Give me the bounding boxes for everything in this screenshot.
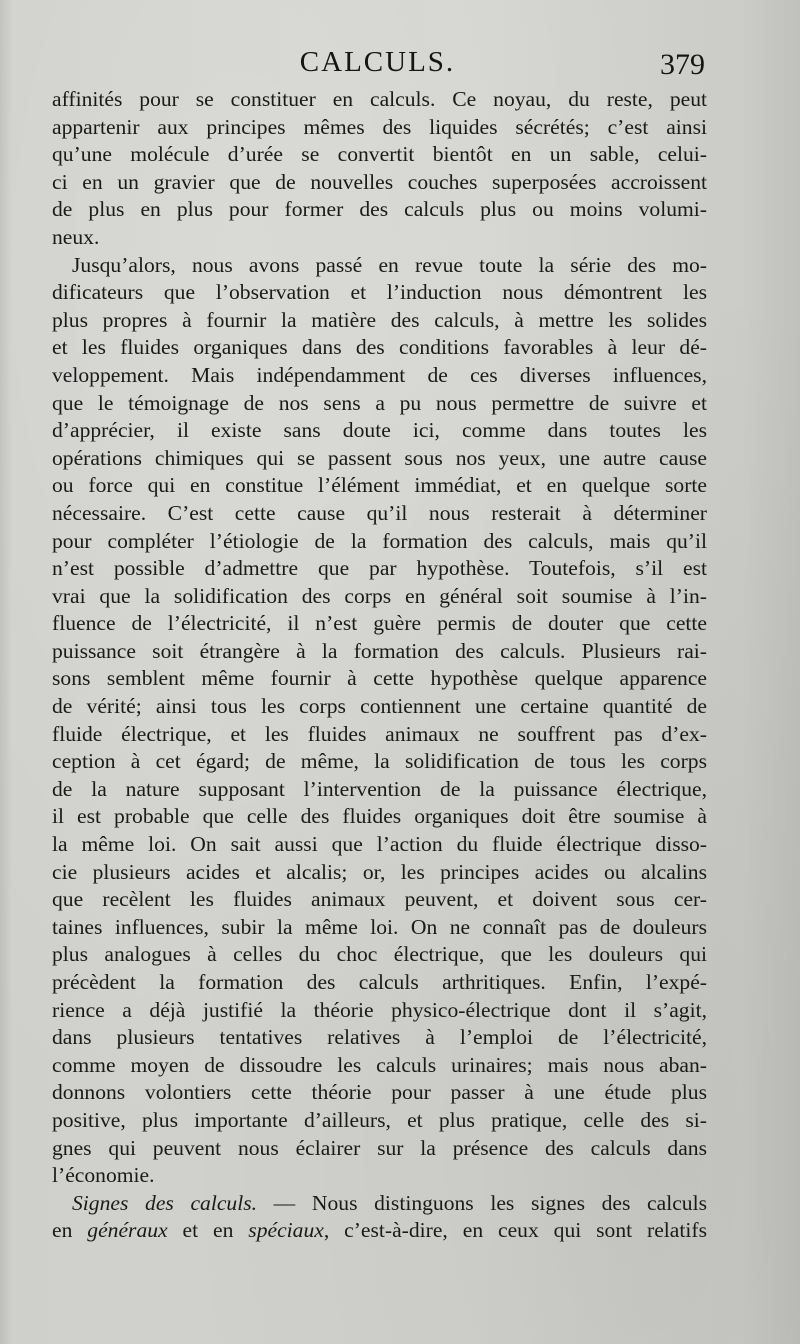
text-line: affinités pour se constituer en calculs. Ce noyau, du reste, peut: [52, 87, 707, 111]
section-heading-rest: — Nous distinguons les signes des calculs: [257, 1190, 707, 1215]
text-line: positive, plus importante d’ailleurs, et plus pratique, celle des si-: [52, 1107, 707, 1132]
text-line: rience a déjà justifié la théorie physico-électrique dont il s’agit,: [52, 997, 707, 1022]
text-line: plus analogues à celles du choc électrique, que les douleurs qui: [52, 942, 707, 967]
text-line: qu’une molécule d’urée se convertit bientôt en un sable, celui-: [52, 142, 707, 167]
text-line: fluence de l’électricité, il n’est guère permis de douter que cette: [52, 611, 707, 636]
text-line: plus propres à fournir la matière des calculs, à mettre les solides: [52, 307, 707, 332]
text-line: sons semblent même fournir à cette hypothèse quelque apparence: [52, 666, 707, 691]
text-line: neux.: [52, 224, 100, 249]
text-line: précèdent la formation des calculs arthritiques. Enfin, l’expé-: [52, 970, 707, 994]
text-line: cie plusieurs acides et alcalis; or, les principes acides ou alcalins: [52, 859, 707, 884]
text-line: [52, 1217, 707, 1245]
page-number: 379: [660, 48, 705, 81]
text-line: gnes qui peuvent nous éclairer sur la présence des calculs dans: [52, 1135, 707, 1160]
text-line: pour compléter l’étiologie de la formation des calculs, mais qu’il: [52, 528, 707, 553]
page-header: [50, 46, 705, 86]
text-line: d’apprécier, il existe sans doute ici, comme dans toutes les: [52, 418, 707, 443]
body-text: [52, 86, 707, 1245]
text-line: dans plusieurs tentatives relatives à l’emploi de l’électricité,: [52, 1025, 707, 1050]
text-line: de vérité; ainsi tous les corps contiennent une certaine quantité de: [52, 694, 707, 719]
running-title: CALCULS.: [299, 46, 456, 78]
text-line: taines influences, subir la même loi. On ne connaît pas de douleurs: [52, 914, 707, 939]
text-line: l’économie.: [52, 1163, 155, 1188]
text-line: de la nature supposant l’intervention de la puissance électrique,: [52, 776, 707, 801]
text-line: il est probable que celle des fluides organiques doit être soumise à: [52, 804, 707, 829]
text-line: dificateurs que l’observation et l’induction nous démontrent les: [52, 280, 707, 305]
page-shadow: [740, 0, 800, 1344]
text-fragment: et en: [167, 1218, 249, 1243]
section-heading: Signes des calculs.: [72, 1190, 258, 1215]
text-fragment: , c’est-à-dire, en ceux qui sont relatifs: [323, 1218, 707, 1243]
text-line: ci en un gravier que de nouvelles couches superposées accroissent: [52, 169, 707, 194]
text-line: opérations chimiques qui se passent sous nos yeux, une autre cause: [52, 445, 707, 470]
text-line: comme moyen de dissoudre les calculs urinaires; mais nous aban-: [52, 1052, 707, 1077]
text-line: fluide électrique, et les fluides animaux ne souffrent pas d’ex-: [52, 721, 707, 746]
text-line: ou force qui en constitue l’élément immédiat, et en quelque sorte: [52, 473, 707, 498]
text-line: n’est possible d’admettre que par hypothèse. Toutefois, s’il est: [52, 556, 707, 581]
text-line: vrai que la solidification des corps en général soit soumise à l’in-: [52, 583, 707, 608]
text-fragment: en: [52, 1218, 88, 1243]
text-line: et les fluides organiques dans des conditions favorables à leur dé-: [52, 335, 707, 360]
text-line: veloppement. Mais indépendamment de ces diverses influences,: [52, 362, 707, 387]
text-line: donnons volontiers cette théorie pour passer à une étude plus: [52, 1080, 707, 1105]
section-heading-line: [52, 1190, 707, 1218]
text-line: nécessaire. C’est cette cause qu’il nous resterait à déterminer: [52, 500, 707, 525]
text-line: puissance soit étrangère à la formation des calculs. Plusieurs rai-: [52, 638, 707, 663]
text-line: que recèlent les fluides animaux peuvent, et doivent sous cer-: [52, 887, 707, 912]
text-line: de plus en plus pour former des calculs plus ou moins volumi-: [52, 197, 707, 222]
text-line: appartenir aux principes mêmes des liquides sécrétés; c’est ainsi: [52, 114, 707, 139]
italic-term: spéciaux: [248, 1218, 324, 1243]
italic-term: généraux: [87, 1218, 168, 1243]
text-line: ception à cet égard; de même, la solidification de tous les corps: [52, 749, 707, 774]
paragraph-first-line: Jusqu’alors, nous avons passé en revue toute la série des mo-: [72, 252, 707, 277]
text-line: que le témoignage de nos sens a pu nous permettre de suivre et: [52, 390, 707, 415]
text-line: la même loi. On sait aussi que l’action du fluide électrique disso-: [52, 832, 707, 857]
